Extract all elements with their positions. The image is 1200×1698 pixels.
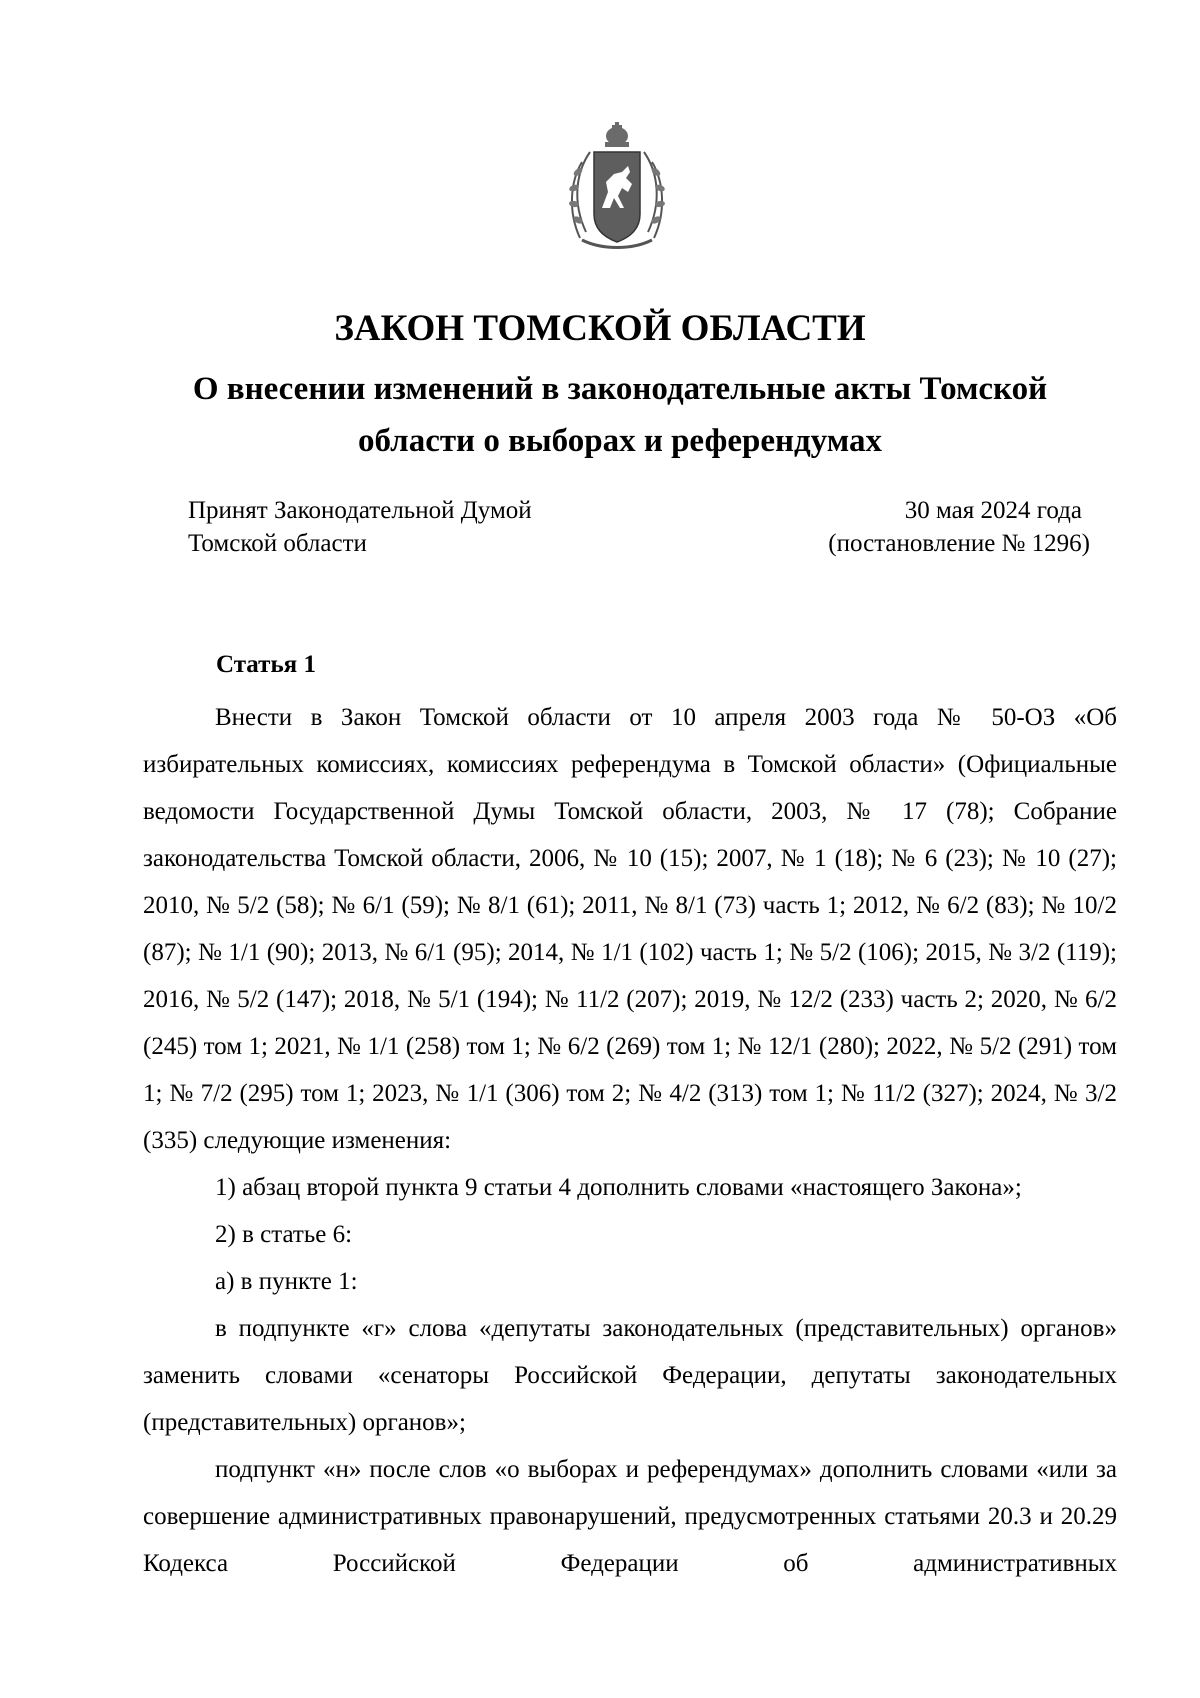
paragraph: а) в пункте 1:: [215, 1268, 358, 1295]
article-body: [143, 694, 1117, 1587]
adoption-date: 30 мая 2024 года: [904, 497, 1082, 524]
tomsk-oblast-coat-of-arms-icon: [562, 122, 672, 254]
paragraph: 2) в статье 6:: [215, 1221, 353, 1248]
paragraph: Внести в Закон Томской области от 10 апреля 2003 года № 50-ОЗ «Об избирательных комиссиях, комиссиях референдума в Томской области» (Официальные ведомости Государственной Думы Томской области, 2003, № 17 (78); Собрание законодательства Томской области, 2006, № 10 (15); 2007, № 1 (18); № 6 (23); № 10 (27); 2010, № 5/2 (58); № 6/1 (59); № 8/1 (61); 2011, № 8/1 (73) часть 1; 2012, № 6/2 (83); № 10/2 (87); № 1/1 (90); 2013, № 6/1 (95); 2014, № 1/1 (102) часть 1; № 5/2 (106); 2015, № 3/2 (119); 2016, № 5/2 (147); 2018, № 5/1 (194); № 11/2 (207); 2019, № 12/2 (233) часть 2; 2020, № 6/2 (245) том 1; 2021, № 1/1 (258) том 1; № 6/2 (269) том 1; № 12/1 (280); 2022, № 5/2 (291) том 1; № 7/2 (295) том 1; 2023, № 1/1 (306) том 2; № 4/2 (313) том 1; № 11/2 (327); 2024, № 3/2 (335) следующие изменения:: [143, 704, 1117, 1154]
adoption-body: [188, 494, 532, 560]
law-subtitle: О внесении изменений в законодательные акты Томской области о выборах и референдумах: [192, 371, 1048, 459]
adoption-details: [828, 494, 1090, 560]
law-title: ЗАКОН ТОМСКОЙ ОБЛАСТИ: [334, 308, 866, 349]
paragraph: подпункт «н» после слов «о выборах и референдумах» дополнить словами «или за совершение административных правонарушений, предусмотренных статьями 20.3 и 20.29 Кодекса Российской Федерации об административных: [143, 1456, 1117, 1577]
paragraph: в подпункте «г» слова «депутаты законодательных (представительных) органов» заменить словами «сенаторы Российской Федерации, депутаты законодательных (представительных) органов»;: [143, 1315, 1117, 1436]
resolution-number: (постановление № 1296): [828, 530, 1090, 557]
article-heading: Статья 1: [216, 651, 316, 678]
adoption-line-1: Принят Законодательной Думой: [188, 497, 532, 524]
paragraph: 1) абзац второй пункта 9 статьи 4 дополнить словами «настоящего Закона»;: [215, 1174, 1022, 1201]
adoption-line-2: Томской области: [188, 530, 367, 557]
